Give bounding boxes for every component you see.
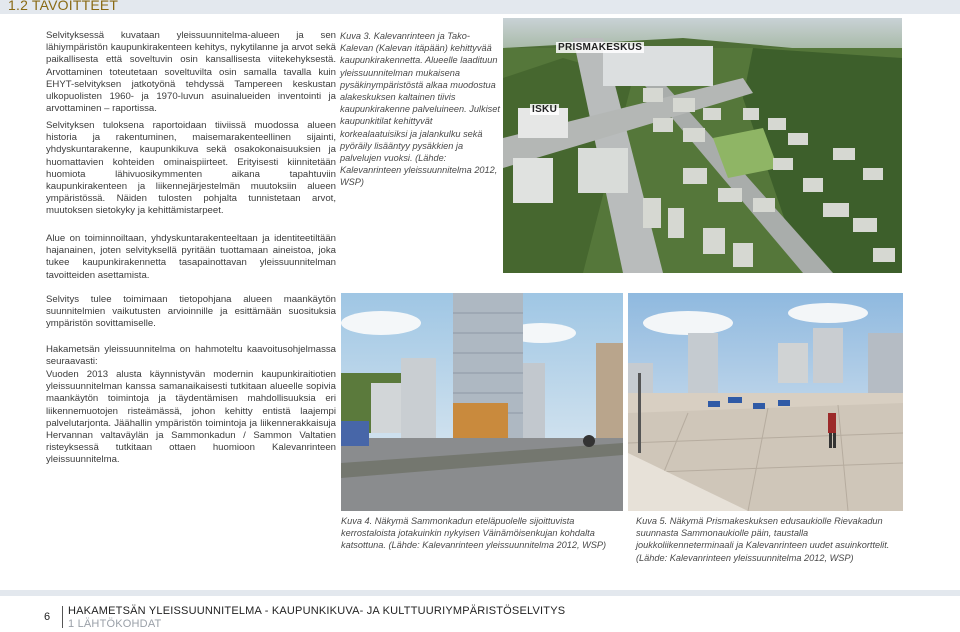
- figure-4-caption: Kuva 4. Näkymä Sammonkadun eteläpuolelle sijoittuvista kerrostaloista jotakuinkin nykyisen Väinämöisenkujan kohdalta katsottuna. (Lähde: Kalevanrinteen yleissuunnitelma 2012, WSP): [341, 516, 607, 551]
- page-number: 6: [44, 611, 51, 623]
- body-paragraph-5: Hakametsän yleissuunnitelma on hahmoteltu kaavoitusohjelmassa seuraavasti:: [46, 344, 336, 368]
- section-heading: 1.2 TAVOITTEET: [8, 0, 119, 13]
- footer-divider: [62, 606, 63, 628]
- body-paragraph-3: Alue on toiminnoiltaan, yhdyskuntarakenteeltaan ja identiteetiltään hajanainen, joten selvityksellä pyritään tuottamaan aineistoa, joka tukee kaupunkirakennetta tasapainottavan yleissuunnitelman tavoitteiden asettamista.: [46, 233, 336, 281]
- body-paragraph-2: Selvityksen tuloksena raportoidaan tiiviissä muodossa alueen historia ja rakentuminen, maisemarakenteellinen sijainti, yhdyskuntarakenne, kaupunkikuva sekä osakokonaisuuksien ja huomattavien kohteiden ominaispiirteet. Erityisesti kiinnitetään huomiota lähivuosikymmenten aikana tapahtuviin kaupunkirakenteen ja liikennejärjestelmän muutoksiin alueen ympäristössä. Näiden tulosten pohjalta tunnistetaan arvot, muutoksen sietokyky ja kehittämistarpeet.: [46, 120, 336, 217]
- footer-title: HAKAMETSÄN YLEISSUUNNITELMA - KAUPUNKIKUVA- JA KULTTUURIYMPÄRISTÖSELVITYS: [68, 605, 566, 617]
- figure-5-caption: Kuva 5. Näkymä Prismakeskuksen edusaukiolle Rievakadun suunnasta Sammonaukiolle päin, taustalla joukkoliikenneterminaali ja Kalevanrinteen uudet asuinkorttelit. (Lähde: Kalevanrinteen yleissuunnitelma 2012, WSP): [636, 516, 890, 563]
- body-paragraph-4: Selvitys tulee toimimaan tietopohjana alueen maankäytön suunnitelmien vaikutusten arvioinnille ja esittämään suosituksia ympäristön sovittamiselle.: [46, 294, 336, 330]
- isku-label: ISKU: [532, 104, 558, 115]
- prismakeskus-label: PRISMAKESKUS: [558, 42, 643, 53]
- figure-5-plaza-image: [628, 293, 903, 511]
- figure-3-caption: Kuva 3. Kalevanrinteen ja Tako-Kalevan (Kalevan itäpään) kehittyvää kaupunkirakennetta. Alueelle laadituun yleissuunnitelman mukaisena pysäkinympäristöstä alkaa muodostua alakeskuksen kaltainen tiivis kaupunkirakenne palveluineen. Julkiset kaupunkitilat kehittyvät korkealaatuisiksi ja jalankulku sekä pyöräily lisääntyy pysäkkien ja palvelujen vuoksi. (Lähde: Kalevanrinteen yleissuunnitelma 2012, WSP): [340, 31, 500, 188]
- figure-3-aerial-image: [503, 18, 902, 273]
- body-paragraph-6: Vuoden 2013 alusta käynnistyvän modernin kaupunkiraitiotien yleissuunnitelman kanssa samanaikaisesti tutkitaan alueelle sopivia maankäytön toimintoja ja täydentämisen mahdollisuuksia eri liikennemuotojen risteämässä, johon kehitty entistä laajempi palvelutarjonta. Jäähallin ympäristön toimintoja ja liikennerakkaisuja Hervannan valtaväylän ja Sammonkadun / Sammon Valtatien risteyksessä tutkitaan ottaen huomioon Kalevanrinteen yleissuunnitelma.: [46, 369, 336, 466]
- footer-band: [0, 590, 960, 596]
- header-band: [0, 0, 960, 14]
- body-paragraph-1: Selvityksessä kuvataan yleissuunnitelma-alueen ja sen lähiympäristön kaupunkirakenteen kehitys, nykytilanne ja arvot sekä paikallisesta että soveltuvin osin kansallisesta viitekehyksestä. Arvottaminen toteutetaan soveltuvilta osin samalla tavalla kuin EHYT-selvityksen jatkotyönä tehdyssä Tampereen keskustan ulkopuolisten 1960- ja 1970-luvun asuinalueiden inventointi ja arvottaminen – raportissa.: [46, 30, 336, 115]
- footer-subtitle: 1 LÄHTÖKOHDAT: [68, 618, 162, 630]
- figure-4-street-image: [341, 293, 623, 511]
